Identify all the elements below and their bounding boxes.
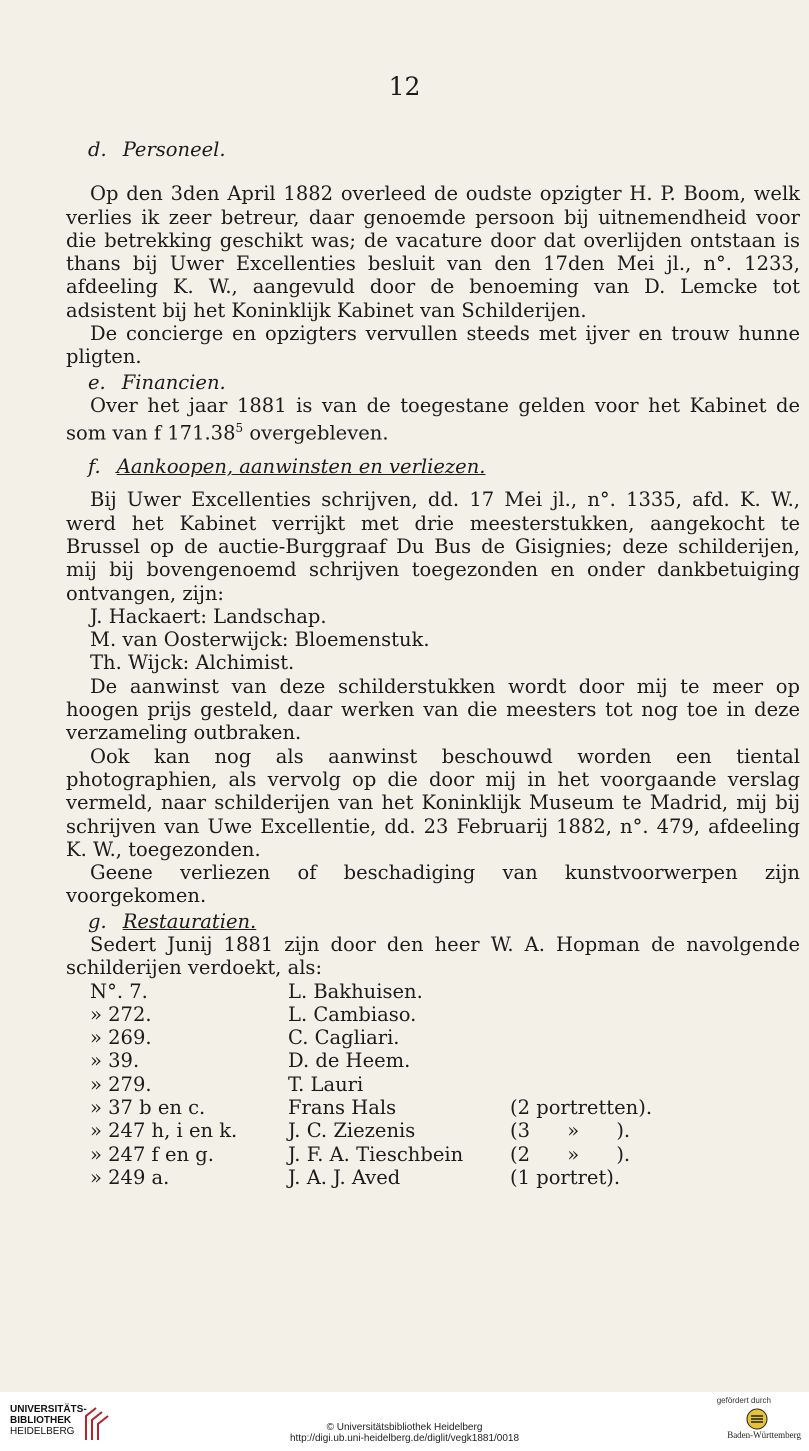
restoration-note xyxy=(510,1073,670,1096)
restoration-number: » 39. xyxy=(90,1049,140,1073)
section-e-label: e. xyxy=(88,370,106,394)
financien-text-a: Over het jaar 1881 is van de toegestane gelden voor het Kabinet de som van f 171.38 xyxy=(66,393,800,445)
section-d-heading xyxy=(66,138,800,161)
financien-text-b: overgebleven. xyxy=(243,421,389,445)
section-f-title: Aankoopen, aanwinsten en verliezen. xyxy=(116,455,486,479)
section-d-label: d. xyxy=(88,138,107,161)
section-g-title: Restauratien. xyxy=(122,909,257,933)
restoration-artist: T. Lauri xyxy=(288,1072,364,1096)
restoration-number: » 249 a. xyxy=(90,1165,170,1189)
acquisition-item: M. van Oosterwijck: Bloemenstuk. xyxy=(90,628,430,652)
restoration-note xyxy=(510,980,670,1003)
restoration-table xyxy=(90,980,670,1190)
paragraph-aankoopen-2: De aanwinst van deze schilderstukken wordt door mij te meer op hoogen prijs gesteld, daar werken van die meesters tot nog toe in deze verzameling outbraken. xyxy=(66,674,800,745)
restoration-number: » 247 f en g. xyxy=(90,1142,214,1166)
page-number: 12 xyxy=(388,72,421,101)
acquisition-item: Th. Wijck: Alchimist. xyxy=(90,651,295,675)
table-row xyxy=(90,1003,670,1026)
restoration-artist: L. Bakhuisen. xyxy=(288,979,423,1003)
acquisition-item: J. Hackaert: Landschap. xyxy=(90,604,327,628)
footer-bar xyxy=(0,1392,809,1451)
section-e-title: Financien. xyxy=(121,370,226,394)
section-f-label: f. xyxy=(88,455,101,479)
restoration-artist: C. Cagliari. xyxy=(288,1026,400,1050)
paragraph-personeel-2: De concierge en opzigters vervullen steeds met ijver en trouw hunne pligten. xyxy=(66,322,800,369)
section-d-title: Personeel. xyxy=(122,138,226,161)
restoration-number: » 247 h, i en k. xyxy=(90,1119,238,1143)
paragraph-aankoopen-1: Bij Uwer Excellenties schrijven, dd. 17 Mei jl., n°. 1335, afd. K. W., werd het Kabinet verrijkt met drie meesterstukken, aangekocht te Brussel op de auctie-Burggraaf Du Bus de Gisignies; deze schilderijen, mij bij bovengenoemd schrijven toegezonden en onder dankbetuiging ontvangen, zijn: xyxy=(66,488,800,605)
section-g-heading xyxy=(66,910,800,933)
table-row xyxy=(90,1096,670,1119)
restoration-note xyxy=(510,1049,670,1072)
section-g-label: g. xyxy=(88,909,107,933)
paragraph-restauratien: Sedert Junij 1881 zijn door den heer W. A. Hopman de navolgende schilderijen verdoekt, als: xyxy=(66,933,800,980)
body-text xyxy=(66,138,800,1189)
section-f-heading xyxy=(66,455,800,478)
paragraph-personeel-1: Op den 3den April 1882 overleed de oudste opzigter H. P. Boom, welk verlies ik zeer betreur, daar genoemde persoon bij uitnemendheid voor die betrekking geschikt was; de vacature door dat overlijden ontstaan is thans bij Uwer Excellenties besluit van den 17den Mei jl., n°. 1233, afdeeling K. W., aangevuld door de benoeming van D. Lemcke tot adsistent bij het Koninklijk Kabinet van Schilderijen. xyxy=(66,182,800,322)
table-row xyxy=(90,1166,670,1189)
restoration-number: N°. 7. xyxy=(90,979,148,1003)
source-url[interactable]: http://digi.ub.uni-heidelberg.de/diglit/vegk1881/0018 xyxy=(289,1433,520,1444)
table-row xyxy=(90,1143,670,1166)
restoration-note xyxy=(510,1026,670,1049)
table-row xyxy=(90,1119,670,1142)
paragraph-aankoopen-4: Geene verliezen of beschadiging van kunstvoorwerpen zijn voorgekomen. xyxy=(66,861,800,908)
baden-wuerttemberg-crest-icon xyxy=(745,1408,769,1430)
section-e-heading xyxy=(66,371,800,394)
paragraph-financien xyxy=(66,394,800,445)
restoration-note xyxy=(510,1003,670,1026)
ub-line-1: UNIVERSITÄTS- xyxy=(10,1404,87,1415)
restoration-artist: J. A. J. Aved xyxy=(288,1165,401,1189)
restoration-artist: D. de Heem. xyxy=(288,1049,411,1073)
restoration-artist: J. F. A. Tieschbein xyxy=(288,1142,464,1166)
restoration-number: » 269. xyxy=(90,1026,152,1050)
restoration-artist: Frans Hals xyxy=(288,1096,397,1120)
financien-sup: 5 xyxy=(235,421,244,436)
table-row xyxy=(90,1049,670,1072)
restoration-note: (1 portret). xyxy=(510,1165,621,1189)
paragraph-aankoopen-3: Ook kan nog als aanwinst beschouwd worden een tiental photographien, als vervolg op die door mij in het voorgaande verslag vermeld, naar schilderijen van het Koninklijk Museum te Madrid, mij bij schrijven van Uwe Excellentie, dd. 23 Februarij 1882, n°. 479, afdeeling K. W., toegezonden. xyxy=(66,744,800,861)
restoration-number: » 37 b en c. xyxy=(90,1096,206,1120)
ub-line-2: BIBLIOTHEK xyxy=(10,1415,72,1426)
restoration-note: (2 » ). xyxy=(510,1142,631,1166)
restoration-note: (2 portretten). xyxy=(510,1096,653,1120)
funder-name: Baden-Württemberg xyxy=(727,1430,801,1440)
table-row xyxy=(90,1026,670,1049)
funded-by-label: gefördert durch xyxy=(716,1396,771,1405)
restoration-number: » 272. xyxy=(90,1002,152,1026)
table-row xyxy=(90,980,670,1003)
restoration-number: » 279. xyxy=(90,1072,152,1096)
copyright-text: © Universitätsbibliothek Heidelberg xyxy=(326,1422,483,1433)
table-row xyxy=(90,1073,670,1096)
restoration-artist: J. C. Ziezenis xyxy=(288,1119,416,1143)
footer-credits xyxy=(0,1422,809,1444)
ub-line-3: HEIDELBERG xyxy=(10,1426,75,1437)
restoration-note: (3 » ). xyxy=(510,1119,631,1143)
restoration-artist: L. Cambiaso. xyxy=(288,1002,417,1026)
